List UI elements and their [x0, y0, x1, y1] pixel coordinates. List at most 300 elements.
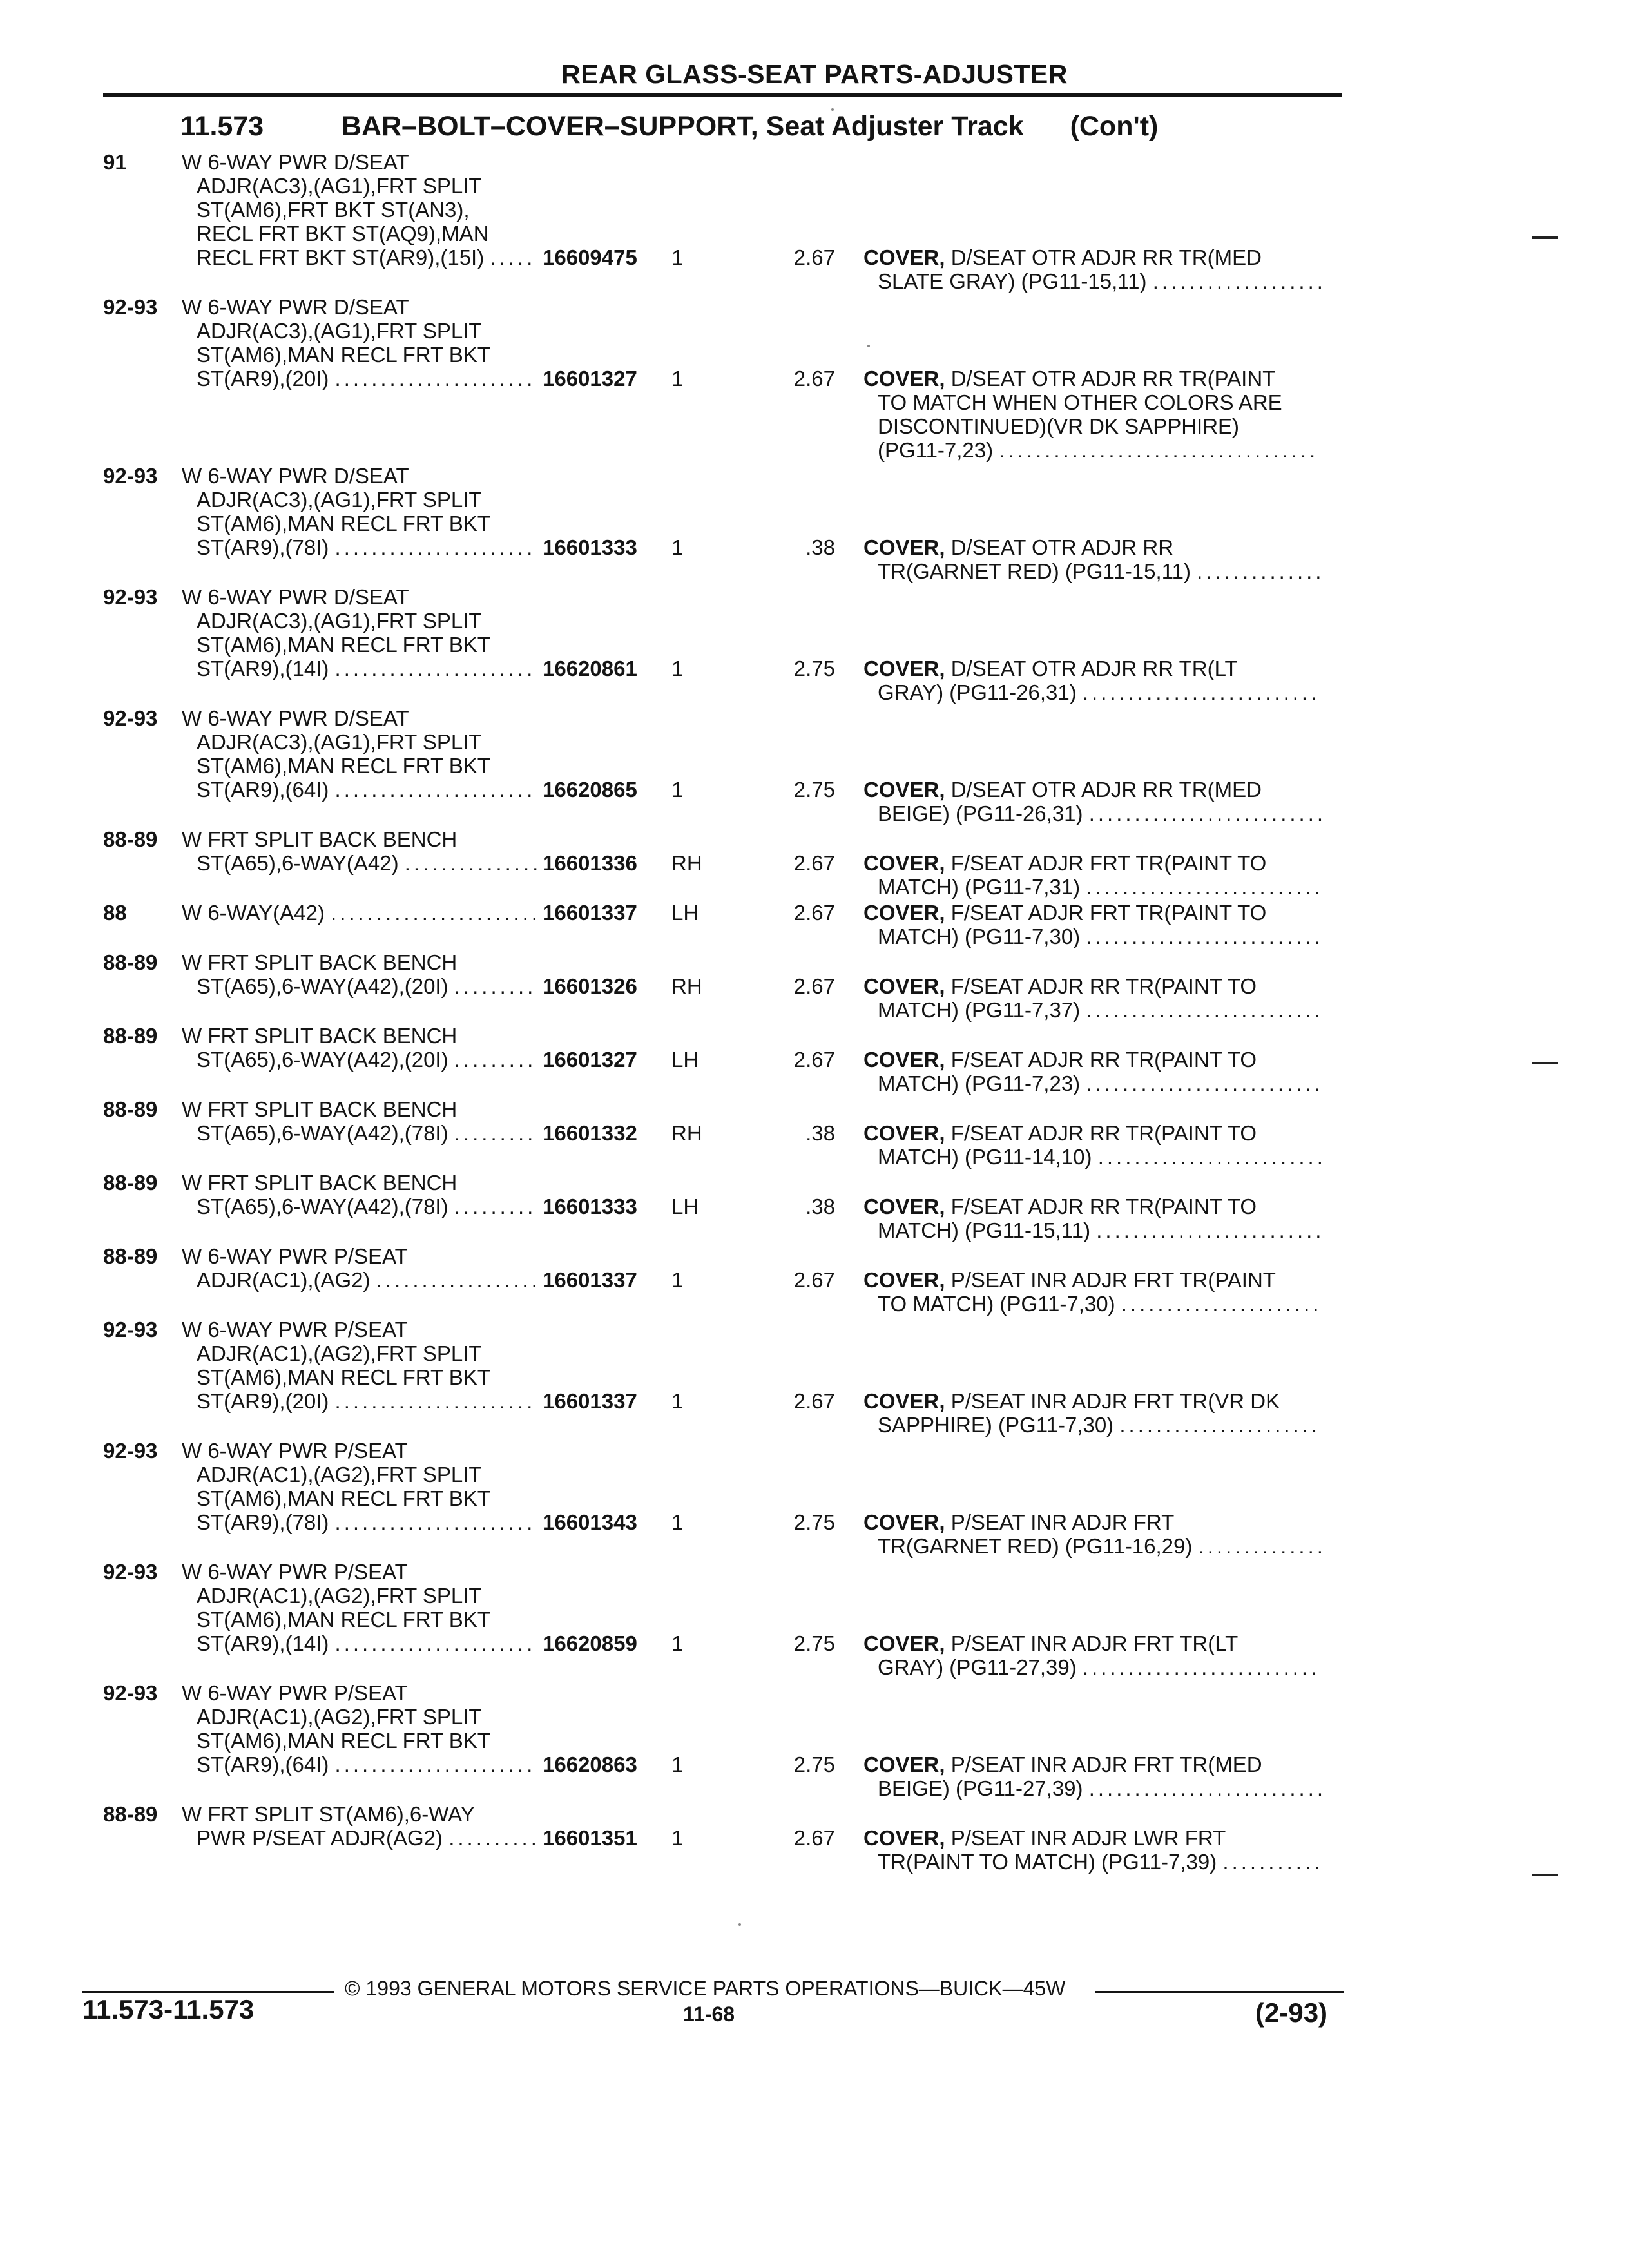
description-line — [878, 269, 1326, 293]
description-text: F/SEAT ADJR RR TR(PAINT TO — [950, 1048, 1257, 1072]
usage-text: ST(AR9),(20I) — [197, 1389, 329, 1413]
price: 2.67 — [793, 901, 835, 925]
leader-dots: ......... — [454, 1121, 537, 1145]
description-line — [878, 925, 1324, 948]
quantity: 1 — [671, 535, 684, 559]
leader-dots: ........... — [1222, 1850, 1324, 1874]
usage-text: W 6-WAY PWR D/SEAT — [182, 464, 409, 488]
leader-dots: .......... — [448, 1826, 540, 1850]
model-year: 92-93 — [103, 1560, 158, 1584]
description-line — [863, 657, 1238, 680]
table-row — [0, 901, 1629, 950]
description-text: GRAY) (PG11-26,31) — [878, 680, 1077, 704]
usage-text: W 6-WAY PWR P/SEAT — [182, 1318, 408, 1341]
usage-text: ADJR(AC3),(AG1),FRT SPLIT — [197, 174, 482, 198]
description-line — [863, 1048, 1257, 1072]
part-number: 16601333 — [543, 1195, 637, 1218]
description-noun: COVER, — [863, 1826, 945, 1850]
description-noun: COVER, — [863, 535, 945, 559]
usage-line — [197, 1365, 490, 1389]
quantity: 1 — [671, 1268, 684, 1292]
description-line — [863, 245, 1262, 269]
part-number: 16609475 — [543, 245, 637, 269]
usage-line — [197, 1341, 482, 1365]
usage-line — [197, 198, 470, 222]
usage-line — [197, 754, 490, 778]
part-number: 16601326 — [543, 974, 637, 998]
usage-text: PWR P/SEAT ADJR(AG2) — [197, 1826, 443, 1850]
usage-text: W 6-WAY PWR P/SEAT — [182, 1560, 408, 1584]
usage-line — [197, 367, 535, 390]
leader-dots: .......................... — [1086, 875, 1324, 899]
leader-dots: .......................... — [1082, 1655, 1320, 1679]
usage-line — [182, 901, 541, 925]
quantity: 1 — [671, 367, 684, 390]
table-row — [0, 464, 1629, 585]
description-noun: COVER, — [863, 851, 945, 875]
usage-line — [182, 706, 409, 730]
page-title: REAR GLASS-SEAT PARTS-ADJUSTER — [561, 59, 1068, 89]
part-number: 16601333 — [543, 535, 637, 559]
description-noun: COVER, — [863, 1048, 945, 1072]
description-line — [878, 1413, 1320, 1437]
description-noun: COVER, — [863, 1753, 945, 1776]
quantity: RH — [671, 851, 702, 875]
description-line — [863, 778, 1262, 802]
leader-dots: ................... — [1152, 269, 1326, 293]
price: 2.75 — [793, 778, 835, 802]
description-noun: COVER, — [863, 901, 945, 925]
description-text: F/SEAT ADJR RR TR(PAINT TO — [950, 974, 1257, 998]
usage-line — [197, 1268, 541, 1292]
quantity: LH — [671, 901, 699, 925]
table-row — [0, 706, 1629, 827]
price: 2.67 — [793, 1389, 835, 1413]
quantity: 1 — [671, 778, 684, 802]
leader-dots: .......................... — [1088, 802, 1327, 825]
usage-text: ADJR(AC3),(AG1),FRT SPLIT — [197, 609, 482, 633]
usage-text: ADJR(AC1),(AG2),FRT SPLIT — [197, 1463, 482, 1486]
margin-mark — [1532, 1874, 1558, 1876]
description-line — [863, 974, 1257, 998]
description-text: GRAY) (PG11-27,39) — [878, 1655, 1077, 1679]
description-text: TO MATCH WHEN OTHER COLORS ARE — [878, 390, 1282, 414]
usage-line — [197, 222, 489, 245]
quantity: 1 — [671, 1631, 684, 1655]
description-noun: COVER, — [863, 1631, 945, 1655]
description-noun: COVER, — [863, 974, 945, 998]
usage-text: ST(AM6),MAN RECL FRT BKT — [197, 1729, 490, 1753]
description-line — [863, 1389, 1280, 1413]
description-text: MATCH) (PG11-7,31) — [878, 875, 1081, 899]
usage-text: ST(AM6),MAN RECL FRT BKT — [197, 633, 490, 657]
part-number: 16620859 — [543, 1631, 637, 1655]
usage-line — [197, 1195, 536, 1218]
table-row — [0, 150, 1629, 295]
quantity: 1 — [671, 245, 684, 269]
part-number: 16620865 — [543, 778, 637, 802]
usage-text: ST(AR9),(64I) — [197, 1753, 329, 1776]
stray-dot — [738, 1923, 741, 1926]
usage-line — [197, 633, 490, 657]
description-line — [878, 414, 1239, 438]
model-year: 92-93 — [103, 1681, 158, 1705]
usage-text: ST(A65),6-WAY(A42),(78I) — [197, 1121, 448, 1145]
footer-page-number: 11-68 — [683, 2003, 735, 2026]
usage-line — [182, 585, 409, 609]
description-text: P/SEAT INR ADJR FRT — [950, 1510, 1175, 1534]
leader-dots: ...................... — [334, 1753, 536, 1776]
model-year: 92-93 — [103, 1439, 158, 1463]
section-continued: (Con't) — [1070, 111, 1159, 142]
description-text: D/SEAT OTR ADJR RR TR(MED — [950, 778, 1262, 802]
price: 2.67 — [793, 1268, 835, 1292]
leader-dots: ......................... — [1096, 1218, 1325, 1242]
leader-dots: .......................... — [1086, 998, 1324, 1022]
top-rule — [103, 93, 1342, 97]
part-number: 16620861 — [543, 657, 637, 680]
description-noun: COVER, — [863, 367, 945, 390]
description-text: SAPPHIRE) (PG11-7,30) — [878, 1413, 1114, 1437]
usage-line — [197, 1048, 536, 1072]
leader-dots: ...................... — [334, 778, 536, 802]
quantity: 1 — [671, 1826, 684, 1850]
model-year: 88 — [103, 901, 127, 925]
usage-line — [197, 512, 490, 535]
description-text: MATCH) (PG11-14,10) — [878, 1145, 1092, 1169]
description-line — [878, 1218, 1324, 1242]
footer-copyright: © 1993 GENERAL MOTORS SERVICE PARTS OPERATIONS—BUICK—45W — [345, 1977, 1066, 2000]
description-line — [878, 1776, 1326, 1800]
usage-text: W 6-WAY PWR D/SEAT — [182, 706, 409, 730]
leader-dots: ......................... — [1097, 1145, 1326, 1169]
quantity: 1 — [671, 657, 684, 680]
description-line — [863, 1753, 1262, 1776]
parts-list — [0, 150, 1629, 1876]
usage-line — [182, 1244, 408, 1268]
leader-dots: ...................... — [1121, 1292, 1322, 1316]
model-year: 92-93 — [103, 585, 158, 609]
description-noun: COVER, — [863, 1510, 945, 1534]
description-line — [878, 559, 1324, 583]
price: .38 — [805, 535, 835, 559]
leader-dots: .......................... — [1088, 1776, 1327, 1800]
description-text: TO MATCH) (PG11-7,30) — [878, 1292, 1115, 1316]
description-line — [878, 390, 1282, 414]
price: .38 — [805, 1195, 835, 1218]
usage-text: ST(A65),6-WAY(A42),(20I) — [197, 974, 448, 998]
footer-date: (2-93) — [1255, 1997, 1328, 2028]
section-number: 11.573 — [180, 111, 264, 142]
table-row — [0, 1802, 1629, 1876]
description-text: MATCH) (PG11-15,11) — [878, 1218, 1091, 1242]
usage-text: ST(AM6),MAN RECL FRT BKT — [197, 1365, 490, 1389]
footer-rule-right — [1095, 1991, 1344, 1993]
usage-text: ADJR(AC1),(AG2),FRT SPLIT — [197, 1584, 482, 1608]
table-row — [0, 950, 1629, 1024]
description-noun: COVER, — [863, 1195, 945, 1218]
footer-range: 11.573-11.573 — [82, 1994, 255, 2024]
part-number: 16620863 — [543, 1753, 637, 1776]
usage-text: ST(AM6),MAN RECL FRT BKT — [197, 754, 490, 778]
usage-text: ADJR(AC1),(AG2),FRT SPLIT — [197, 1705, 482, 1729]
model-year: 88-89 — [103, 1171, 158, 1195]
description-line — [878, 1534, 1326, 1558]
description-line — [878, 1072, 1324, 1095]
quantity: 1 — [671, 1510, 684, 1534]
description-text: SLATE GRAY) (PG11-15,11) — [878, 269, 1147, 293]
usage-text: W 6-WAY(A42) — [182, 901, 325, 925]
description-line — [878, 1850, 1323, 1874]
quantity: LH — [671, 1048, 699, 1072]
description-line — [878, 802, 1326, 825]
description-line — [863, 1195, 1257, 1218]
leader-dots: .................. — [376, 1268, 541, 1292]
margin-mark — [1532, 1062, 1558, 1064]
description-noun: COVER, — [863, 1389, 945, 1413]
usage-line — [197, 1826, 540, 1850]
description-line — [863, 851, 1266, 875]
usage-text: W FRT SPLIT ST(AM6),6-WAY — [182, 1802, 475, 1826]
usage-text: ST(AM6),MAN RECL FRT BKT — [197, 1486, 490, 1510]
description-line — [863, 535, 1173, 559]
model-year: 91 — [103, 150, 127, 174]
table-row — [0, 827, 1629, 901]
table-row — [0, 1244, 1629, 1318]
usage-line — [197, 1608, 490, 1631]
stray-dot — [831, 108, 834, 111]
description-line — [863, 1121, 1257, 1145]
description-line — [863, 1268, 1276, 1292]
usage-line — [182, 1560, 408, 1584]
usage-text: ST(AM6),MAN RECL FRT BKT — [197, 343, 490, 367]
description-line — [863, 901, 1266, 925]
usage-line — [182, 1097, 457, 1121]
usage-line — [182, 1171, 457, 1195]
usage-line — [197, 778, 535, 802]
description-line — [863, 1631, 1238, 1655]
description-text: D/SEAT OTR ADJR RR TR(PAINT — [950, 367, 1276, 390]
price: 2.67 — [793, 367, 835, 390]
usage-text: ST(AR9),(78I) — [197, 535, 329, 559]
leader-dots: ...................... — [334, 657, 536, 680]
description-text: MATCH) (PG11-7,37) — [878, 998, 1081, 1022]
description-text: MATCH) (PG11-7,23) — [878, 1072, 1081, 1095]
leader-dots: ...................... — [334, 367, 536, 390]
description-text: D/SEAT OTR ADJR RR TR(LT — [950, 657, 1238, 680]
model-year: 92-93 — [103, 706, 158, 730]
usage-text: ST(A65),6-WAY(A42),(78I) — [197, 1195, 448, 1218]
model-year: 92-93 — [103, 464, 158, 488]
usage-text: W 6-WAY PWR P/SEAT — [182, 1439, 408, 1463]
usage-line — [197, 851, 541, 875]
table-row — [0, 1024, 1629, 1097]
part-number: 16601336 — [543, 851, 637, 875]
leader-dots: .............. — [1198, 1534, 1326, 1558]
description-line — [878, 998, 1324, 1022]
leader-dots: ............... — [404, 851, 542, 875]
usage-line — [197, 1510, 535, 1534]
part-number: 16601337 — [543, 1389, 637, 1413]
quantity: 1 — [671, 1389, 684, 1413]
price: 2.75 — [793, 657, 835, 680]
table-row — [0, 295, 1629, 464]
usage-line — [182, 1318, 408, 1341]
description-line — [878, 1292, 1322, 1316]
usage-text: W FRT SPLIT BACK BENCH — [182, 1171, 458, 1195]
description-line — [878, 1655, 1320, 1679]
part-number: 16601327 — [543, 367, 637, 390]
leader-dots: ...................... — [334, 1510, 536, 1534]
price: 2.67 — [793, 1826, 835, 1850]
usage-line — [197, 1389, 535, 1413]
model-year: 88-89 — [103, 1024, 158, 1048]
usage-line — [197, 1584, 482, 1608]
usage-line — [197, 1463, 482, 1486]
usage-line — [182, 1439, 408, 1463]
usage-text: ADJR(AC1),(AG2),FRT SPLIT — [197, 1341, 482, 1365]
price: 2.75 — [793, 1631, 835, 1655]
usage-text: RECL FRT BKT ST(AQ9),MAN — [197, 222, 489, 245]
quantity: LH — [671, 1195, 699, 1218]
description-text: P/SEAT INR ADJR LWR FRT — [950, 1826, 1226, 1850]
table-row — [0, 1560, 1629, 1681]
leader-dots: .............. — [1197, 559, 1325, 583]
usage-text: W FRT SPLIT BACK BENCH — [182, 1097, 458, 1121]
usage-text: ADJR(AC3),(AG1),FRT SPLIT — [197, 488, 482, 512]
section-heading — [180, 111, 1158, 142]
leader-dots: .......................... — [1086, 1072, 1324, 1095]
usage-text: RECL FRT BKT ST(AR9),(15I) — [197, 245, 485, 269]
usage-line — [197, 1705, 482, 1729]
model-year: 88-89 — [103, 1097, 158, 1121]
description-text: TR(GARNET RED) (PG11-15,11) — [878, 559, 1191, 583]
description-noun: COVER, — [863, 657, 945, 680]
usage-line — [197, 1486, 490, 1510]
description-line — [863, 1510, 1174, 1534]
usage-text: ST(AR9),(14I) — [197, 1631, 329, 1655]
usage-line — [197, 343, 490, 367]
part-number: 16601351 — [543, 1826, 637, 1850]
description-text: BEIGE) (PG11-27,39) — [878, 1776, 1083, 1800]
description-text: F/SEAT ADJR FRT TR(PAINT TO — [950, 901, 1267, 925]
description-text: (PG11-7,23) — [878, 438, 994, 462]
usage-text: W FRT SPLIT BACK BENCH — [182, 1024, 458, 1048]
usage-line — [182, 150, 409, 174]
usage-line — [182, 464, 409, 488]
leader-dots: ...................... — [334, 535, 536, 559]
usage-text: W 6-WAY PWR D/SEAT — [182, 295, 409, 319]
quantity: 1 — [671, 1753, 684, 1776]
usage-line — [197, 245, 535, 269]
leader-dots: ..... — [490, 245, 536, 269]
usage-text: ADJR(AC3),(AG1),FRT SPLIT — [197, 319, 482, 343]
usage-text: ST(AM6),MAN RECL FRT BKT — [197, 1608, 490, 1631]
leader-dots: .......................... — [1082, 680, 1320, 704]
stray-dot — [867, 345, 870, 347]
leader-dots: ...................... — [334, 1631, 536, 1655]
usage-line — [182, 827, 457, 851]
table-row — [0, 1171, 1629, 1244]
part-number: 16601327 — [543, 1048, 637, 1072]
quantity: RH — [671, 1121, 702, 1145]
price: 2.67 — [793, 1048, 835, 1072]
usage-text: ST(AR9),(20I) — [197, 367, 329, 390]
leader-dots: .......................... — [1086, 925, 1324, 948]
price: .38 — [805, 1121, 835, 1145]
usage-text: ST(AR9),(14I) — [197, 657, 329, 680]
price: 2.75 — [793, 1753, 835, 1776]
usage-text: W 6-WAY PWR P/SEAT — [182, 1681, 408, 1705]
usage-line — [197, 488, 482, 512]
usage-text: ADJR(AC3),(AG1),FRT SPLIT — [197, 730, 482, 754]
usage-line — [182, 1024, 457, 1048]
usage-line — [197, 174, 482, 198]
table-row — [0, 1439, 1629, 1560]
description-line — [878, 680, 1320, 704]
part-number: 16601337 — [543, 1268, 637, 1292]
part-number: 16601332 — [543, 1121, 637, 1145]
description-text: P/SEAT INR ADJR FRT TR(VR DK — [950, 1389, 1280, 1413]
leader-dots: ...................... — [1119, 1413, 1321, 1437]
description-noun: COVER, — [863, 1121, 945, 1145]
usage-line — [197, 535, 535, 559]
leader-dots: ......... — [454, 1195, 537, 1218]
margin-mark — [1532, 236, 1558, 239]
part-number: 16601343 — [543, 1510, 637, 1534]
model-year: 88-89 — [103, 950, 158, 974]
description-text: P/SEAT INR ADJR FRT TR(PAINT — [950, 1268, 1276, 1292]
usage-text: ST(AR9),(64I) — [197, 778, 329, 802]
part-number: 16601337 — [543, 901, 637, 925]
model-year: 92-93 — [103, 295, 158, 319]
description-noun: COVER, — [863, 245, 945, 269]
price: 2.75 — [793, 1510, 835, 1534]
description-text: F/SEAT ADJR RR TR(PAINT TO — [950, 1121, 1257, 1145]
usage-line — [197, 657, 535, 680]
price: 2.67 — [793, 851, 835, 875]
description-text: D/SEAT OTR ADJR RR TR(MED — [950, 245, 1262, 269]
price: 2.67 — [793, 974, 835, 998]
leader-dots: ................................... — [999, 438, 1319, 462]
description-text: TR(GARNET RED) (PG11-16,29) — [878, 1534, 1193, 1558]
leader-dots: ......... — [454, 974, 537, 998]
usage-text: ST(AR9),(78I) — [197, 1510, 329, 1534]
usage-text: ST(AM6),MAN RECL FRT BKT — [197, 512, 490, 535]
usage-text: ST(AM6),FRT BKT ST(AN3), — [197, 198, 470, 222]
description-noun: COVER, — [863, 778, 945, 802]
model-year: 92-93 — [103, 1318, 158, 1341]
description-text: F/SEAT ADJR FRT TR(PAINT TO — [950, 851, 1267, 875]
price: 2.67 — [793, 245, 835, 269]
description-text: D/SEAT OTR ADJR RR — [950, 535, 1174, 559]
usage-text: W 6-WAY PWR P/SEAT — [182, 1244, 408, 1268]
usage-line — [197, 1753, 535, 1776]
description-text: BEIGE) (PG11-26,31) — [878, 802, 1083, 825]
usage-line — [182, 1681, 408, 1705]
table-row — [0, 585, 1629, 706]
table-row — [0, 1681, 1629, 1802]
section-title: BAR–BOLT–COVER–SUPPORT, Seat Adjuster Track — [342, 111, 1024, 142]
usage-text: ADJR(AC1),(AG2) — [197, 1268, 371, 1292]
usage-line — [197, 730, 482, 754]
table-row — [0, 1097, 1629, 1171]
description-noun: COVER, — [863, 1268, 945, 1292]
usage-text: W 6-WAY PWR D/SEAT — [182, 150, 409, 174]
model-year: 88-89 — [103, 1802, 158, 1826]
description-text: P/SEAT INR ADJR FRT TR(MED — [950, 1753, 1262, 1776]
quantity: RH — [671, 974, 702, 998]
